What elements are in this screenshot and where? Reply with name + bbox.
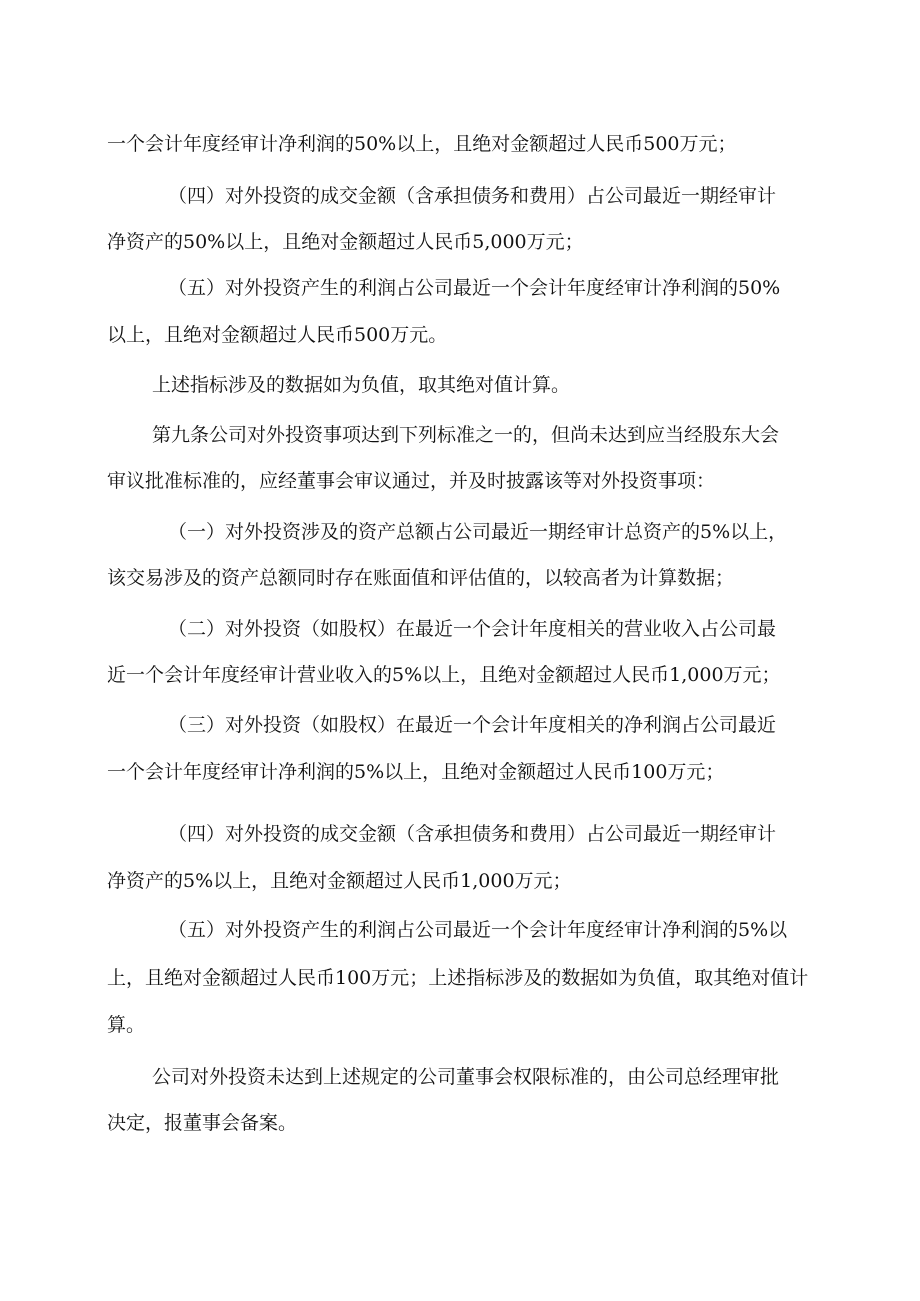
paragraph-text: 近一个会计年度经审计营业收入的5%以上，且绝对金额超过人民币1,000万元； bbox=[107, 664, 781, 686]
paragraph-text: 一个会计年度经审计净利润的50%以上，且绝对金额超过人民币500万元； bbox=[107, 133, 737, 155]
paragraph-text: （四）对外投资的成交金额（含承担债务和费用）占公司最近一期经审计 bbox=[168, 823, 777, 845]
paragraph-text: 该交易涉及的资产总额同时存在账面值和评估值的，以较高者为计算数据； bbox=[107, 567, 735, 589]
paragraph-text: 审议批准标准的，应经董事会审议通过，并及时披露该等对外投资事项： bbox=[107, 470, 716, 492]
paragraph-text: 上，且绝对金额超过人民币100万元；上述指标涉及的数据如为负值，取其绝对值计 bbox=[107, 967, 809, 989]
paragraph-text: （五）对外投资产生的利润占公司最近一个会计年度经审计净利润的5%以 bbox=[168, 919, 788, 941]
paragraph-text: 决定，报董事会备案。 bbox=[107, 1112, 298, 1134]
paragraph-text: （五）对外投资产生的利润占公司最近一个会计年度经审计净利润的50% bbox=[168, 277, 781, 299]
paragraph-text: 净资产的5%以上，且绝对金额超过人民币1,000万元； bbox=[107, 870, 572, 892]
paragraph-text: 一个会计年度经审计净利润的5%以上，且绝对金额超过人民币100万元； bbox=[107, 761, 725, 783]
paragraph-text: （二）对外投资（如股权）在最近一个会计年度相关的营业收入占公司最 bbox=[168, 618, 777, 640]
paragraph-text: 算。 bbox=[107, 1014, 146, 1036]
paragraph-text: （三）对外投资（如股权）在最近一个会计年度相关的净利润占公司最近 bbox=[168, 714, 777, 736]
paragraph-text: 第九条公司对外投资事项达到下列标准之一的，但尚未达到应当经股东大会 bbox=[152, 424, 780, 446]
paragraph-text: 上述指标涉及的数据如为负值，取其绝对值计算。 bbox=[152, 374, 571, 396]
paragraph-text: （四）对外投资的成交金额（含承担债务和费用）占公司最近一期经审计 bbox=[168, 185, 777, 207]
paragraph-text: 净资产的50%以上，且绝对金额超过人民币5,000万元； bbox=[107, 231, 584, 253]
paragraph-text: （一）对外投资涉及的资产总额占公司最近一期经审计总资产的5%以上， bbox=[168, 521, 788, 543]
paragraph-text: 以上，且绝对金额超过人民币500万元。 bbox=[107, 324, 448, 346]
paragraph-text: 公司对外投资未达到上述规定的公司董事会权限标准的，由公司总经理审批 bbox=[152, 1066, 780, 1088]
